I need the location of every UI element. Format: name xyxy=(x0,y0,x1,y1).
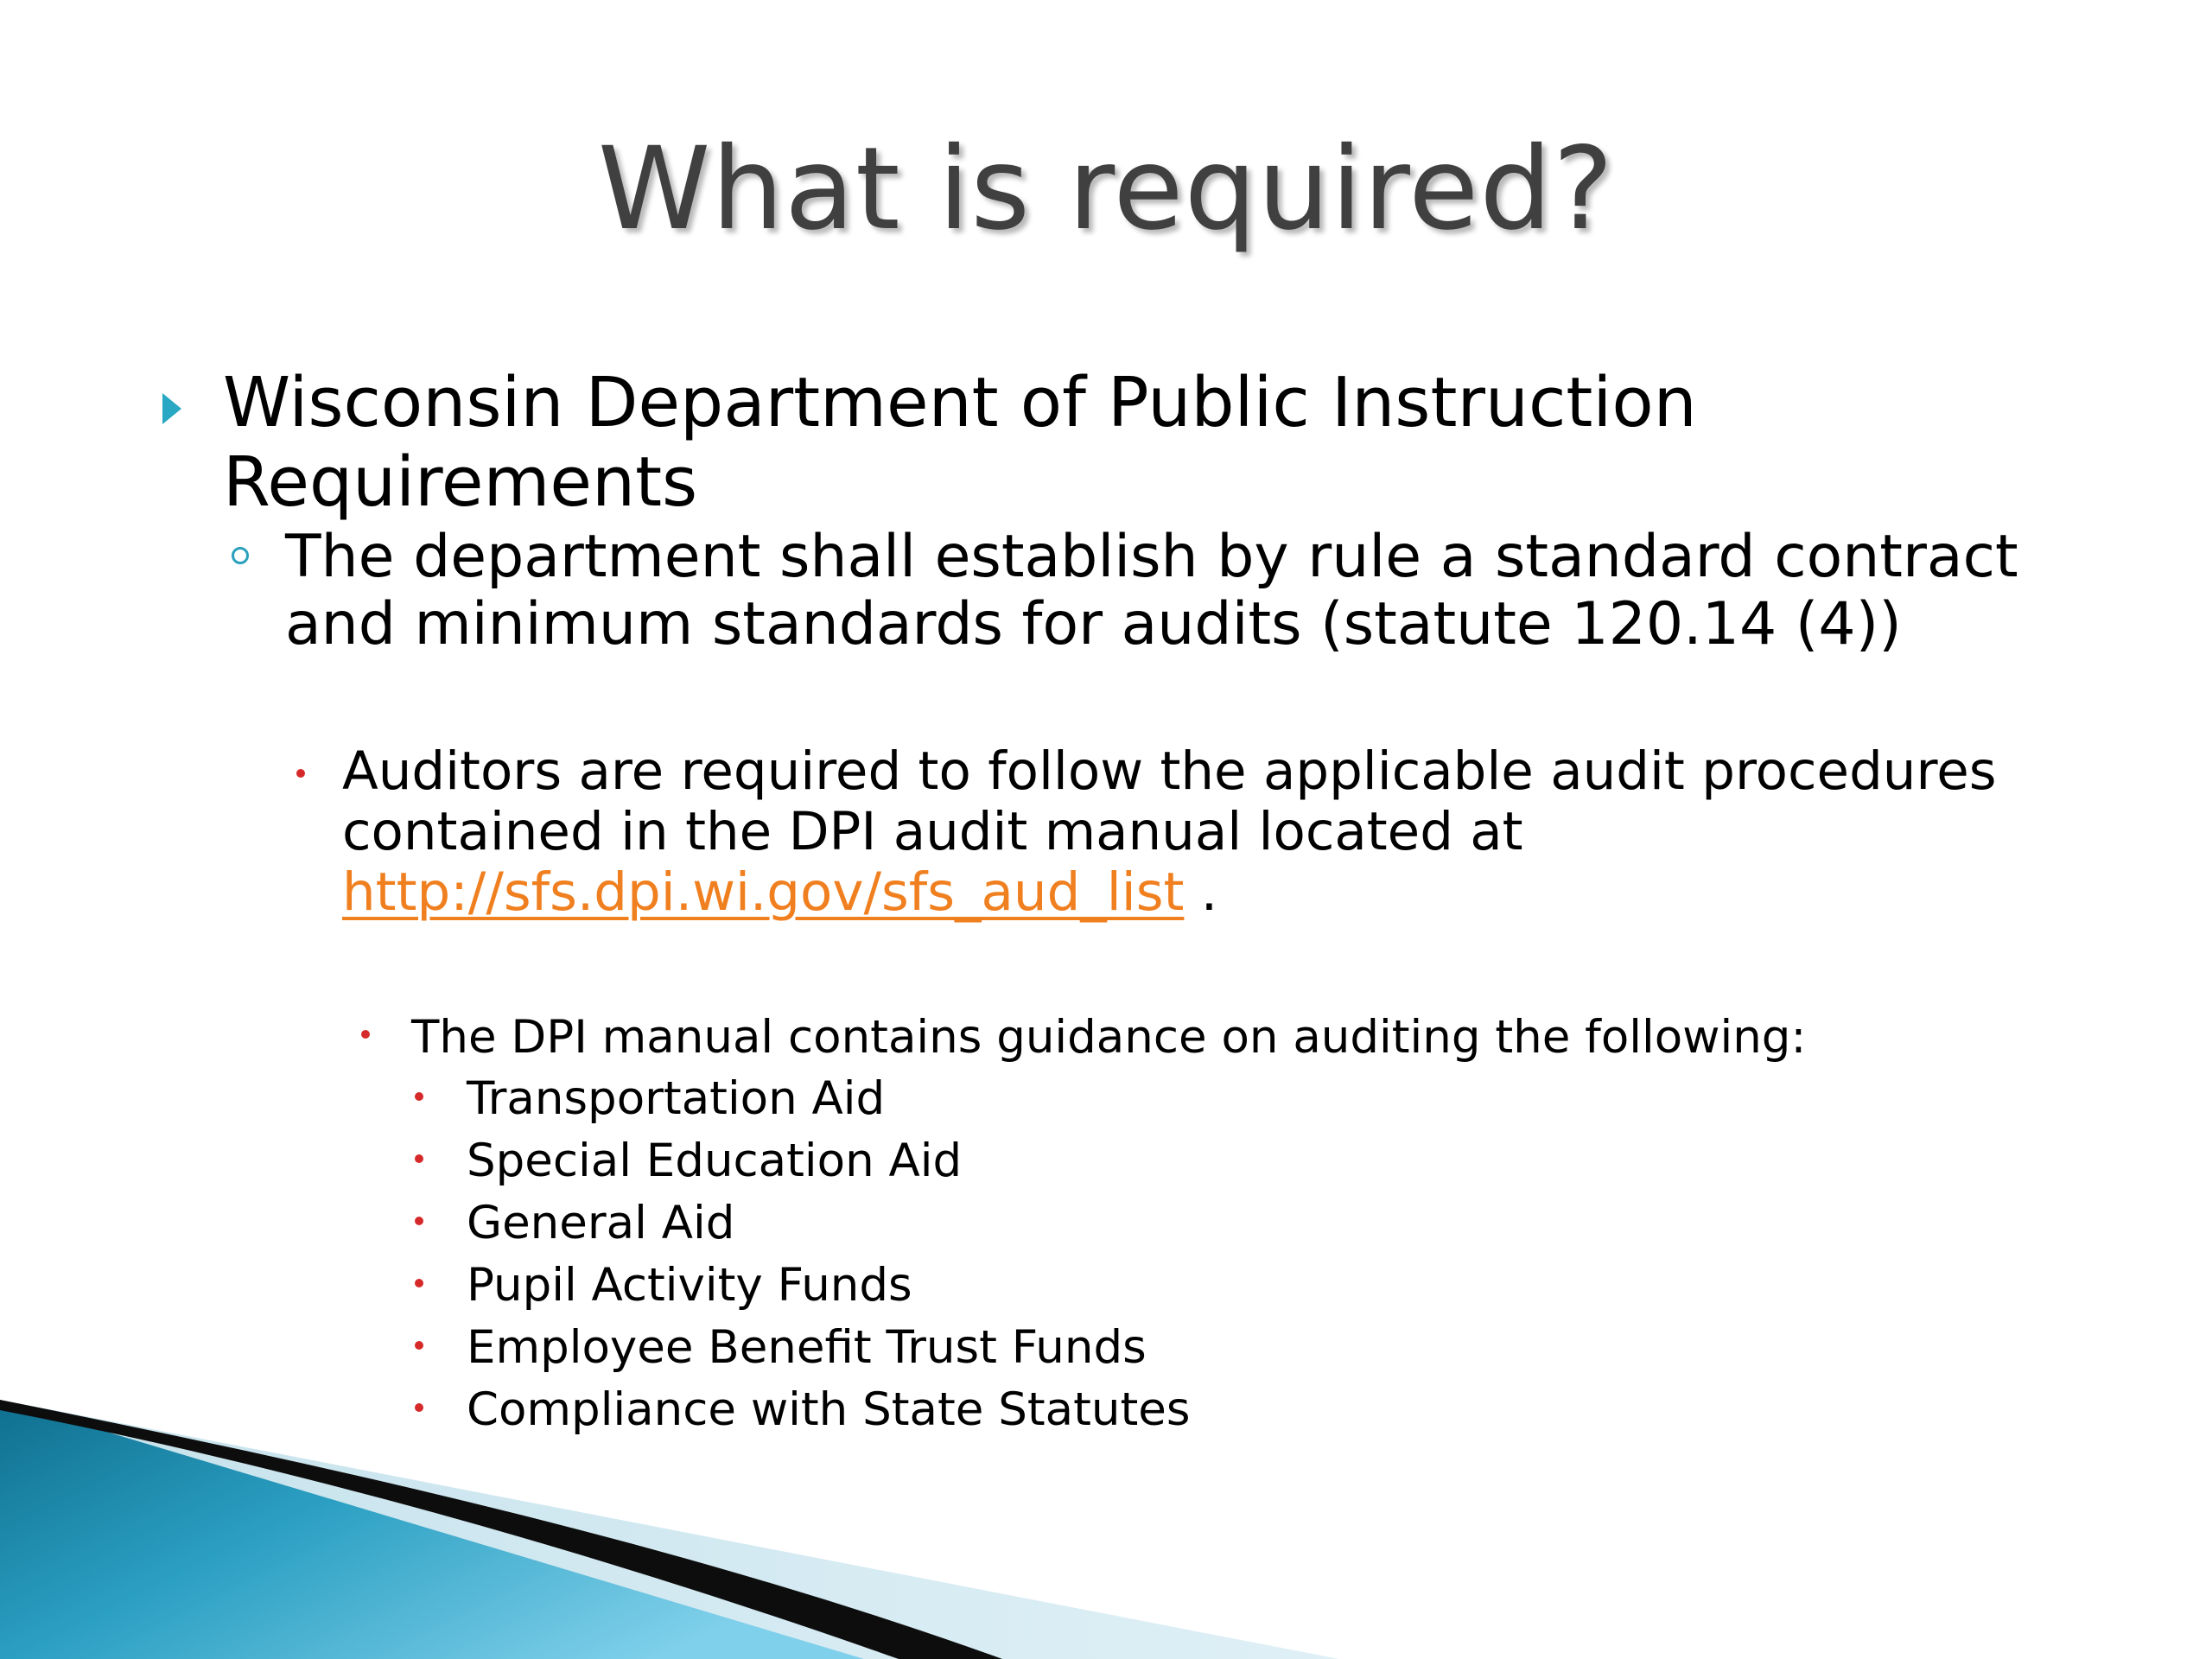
list-item: Employee Benefit Trust Funds xyxy=(467,1321,1147,1374)
level3-bullet-dot-icon xyxy=(296,769,305,778)
triangle-bullet-icon xyxy=(162,393,181,424)
list-item: General Aid xyxy=(467,1197,735,1249)
level3-bullet-text: Auditors are required to follow the applicable audit procedures contained in the DPI audit manual located at xyxy=(342,741,1997,862)
level1-bullet-text: Wisconsin Department of Public Instruction Requirements xyxy=(223,363,1697,522)
level5-bullet-dot-icon xyxy=(415,1341,423,1350)
slide-title: What is required? xyxy=(597,123,1615,256)
list-item: Special Education Aid xyxy=(467,1135,963,1187)
level3-bullet-suffix: . xyxy=(1184,861,1218,923)
level5-bullet-dot-icon xyxy=(415,1154,423,1163)
level4-bullet-dot-icon xyxy=(361,1030,370,1039)
level3-bullet xyxy=(342,741,2139,923)
level4-bullet-text: The DPI manual contains guidance on auditing the following: xyxy=(411,1011,1807,1064)
level2-bullet-text: The department shall establish by rule a standard contract and minimum standards for audits (statute 120.14 (4)) xyxy=(285,523,2018,658)
level5-bullet-dot-icon xyxy=(415,1092,423,1101)
list-item: Transportation Aid xyxy=(467,1072,886,1125)
list-item: Compliance with State Statutes xyxy=(467,1383,1191,1436)
level5-bullet-dot-icon xyxy=(415,1403,423,1412)
level5-bullet-dot-icon xyxy=(415,1217,423,1225)
list-item: Pupil Activity Funds xyxy=(467,1259,912,1312)
circle-bullet-icon xyxy=(232,547,249,564)
level5-bullet-dot-icon xyxy=(415,1279,423,1287)
audit-manual-link[interactable]: http://sfs.dpi.wi.gov/sfs_aud_list xyxy=(342,861,1185,923)
